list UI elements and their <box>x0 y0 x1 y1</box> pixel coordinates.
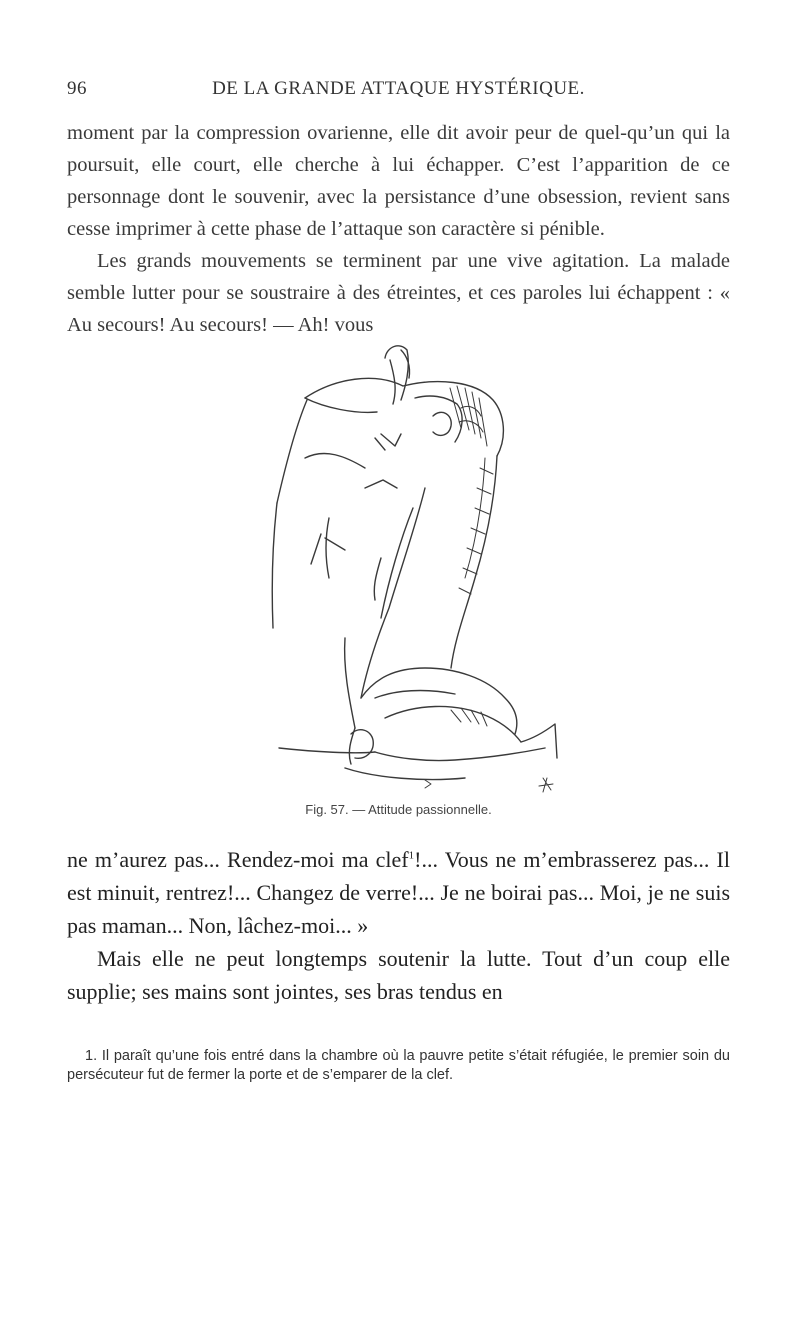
figure-caption: Fig. 57. — Attitude passionnelle. <box>305 802 492 817</box>
running-head <box>67 78 730 106</box>
paragraph-agitation: Les grands mouvements se terminent par une vive agitation. La malade semble lutter pour se soustraire à des étreintes, et ces paroles lui échappent : « Au secours! Au secours! — Ah! vous <box>67 250 730 336</box>
running-title: DE LA GRANDE ATTAQUE HYSTÉRIQUE. <box>212 78 585 99</box>
bottom-text-block <box>67 843 730 1008</box>
footnote-ref[interactable]: 1 <box>408 849 415 862</box>
dialogue-end: !... Vous ne m’embrasserez pas... Il est minuit, rentrez!... Changez de verre!... Je ne boirai pas... Moi, je ne suis pas maman... Non, lâchez-moi... » <box>67 847 730 938</box>
paragraph-continuation: moment par la compression ovarienne, elle dit avoir peur de quel-qu’un qui la poursuit, elle court, elle cherche à lui échapper. C’est l’apparition de ce personnage dont le souvenir, avec la persistance d’une obsession, revient sans cesse imprimer à cette phase de l’attaque son caractère si pénible. <box>67 122 730 240</box>
dialogue-start: ne m’aurez pas... Rendez-moi ma clef <box>67 847 409 872</box>
top-text-block <box>67 117 730 341</box>
paragraph-dialogue <box>67 843 730 942</box>
page-number: 96 <box>67 78 87 99</box>
footnote: 1. Il paraît qu’une fois entré dans la chambre où la pauvre petite s’était réfugiée, le premier soin du persécuteur fut de fermer la porte et de s’emparer de la clef. <box>67 1048 730 1083</box>
passionate-attitude-drawing <box>225 338 620 798</box>
paragraph-struggle: Mais elle ne peut longtemps soutenir la lutte. Tout d’un coup elle supplie; ses mains sont jointes, ses bras tendus en <box>67 946 730 1004</box>
figure-illustration <box>225 338 620 798</box>
